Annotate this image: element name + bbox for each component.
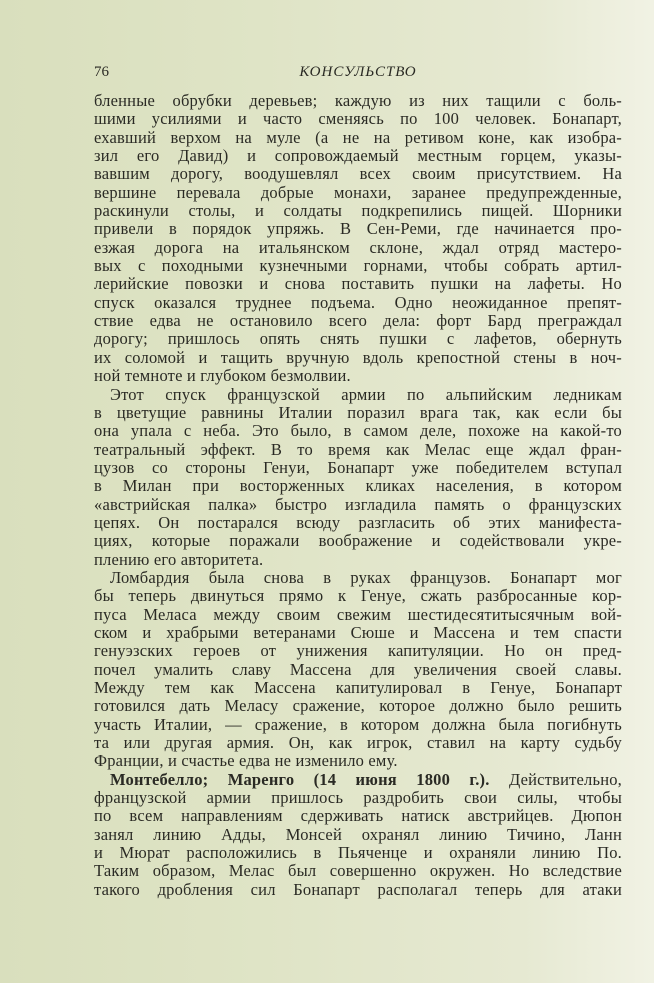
- text-line: Между тем как Массена капитулировал в Генуе, Бонапарт: [94, 678, 622, 697]
- text-line: лерийские повозки и снова поставить пушки на лафеты. Но: [94, 274, 622, 294]
- page-header: [94, 64, 622, 84]
- text-line: цепях. Он постарался всюду разгласить об этих манифеста-: [94, 512, 622, 532]
- text-line: и Мюрат расположились в Пьяченце и охраняли линию По.: [94, 843, 622, 863]
- text-line: Таким образом, Мелас был совершенно окружен. Но вследствие: [94, 861, 622, 881]
- text-line: ском и храбрыми ветеранами Сюше и Массена и тем спасти: [94, 622, 622, 642]
- text-line: раскинули столы, и солдаты подкрепились пищей. Шорники: [94, 201, 622, 221]
- text-line: в Милан при восторженных кликах населения, в котором: [94, 476, 622, 496]
- text-line: [94, 771, 622, 789]
- text-line: Этот спуск французской армии по альпийским ледникам: [110, 384, 622, 404]
- text-line: вавшим дорогу, воодушевлял всех своим присутствием. На: [94, 164, 622, 184]
- text-line: их соломой и тащить вручную вдоль крепостной стены в ноч-: [94, 347, 622, 367]
- text-line: ствие едва не остановило всего дела: форт Бард преграждал: [94, 311, 622, 331]
- text-line: почел умалить славу Массена для увеличения своей славы.: [94, 659, 622, 679]
- paragraph: [94, 386, 622, 569]
- text-line: такого дробления сил Бонапарт располагал теперь для атаки: [94, 879, 622, 899]
- text-line: участь Италии, — сражение, в котором должна была погибнуть: [94, 714, 622, 734]
- text-line: ной темноте и глубоком безмолвии.: [94, 366, 351, 386]
- text-line: дорогу; пришлось опять снять пушки с лафетов, обернуть: [94, 329, 622, 349]
- paragraph: [94, 569, 622, 771]
- text-line: «австрийская палка» быстро изгладила память о французских: [94, 494, 622, 514]
- text-line: цузов со стороны Генуи, Бонапарт уже победителем вступал: [94, 457, 622, 477]
- text-line: привели в порядок упряжь. В Сен-Реми, где начинается про-: [94, 219, 622, 239]
- text-line: спуск оказался труднее подъема. Одно неожиданное препят-: [94, 292, 622, 312]
- text-line: Ломбардия была снова в руках французов. Бонапарт мог: [110, 567, 622, 587]
- text-line: театральный эффект. В то время как Мелас еще ждал фран-: [94, 439, 622, 459]
- paragraph: [94, 771, 622, 899]
- text-line: бленные обрубки деревьев; каждую из них тащили с боль-: [94, 91, 622, 110]
- text-line: по всем направлениям сдерживать натиск австрийцев. Дюпон: [94, 806, 622, 826]
- text-line: Франции, и счастье едва не изменило ему.: [94, 751, 398, 771]
- text-line: циях, которые поражали воображение и содействовали укре-: [94, 531, 622, 551]
- text-line: шими усилиями и часто сменяясь по 100 человек. Бонапарт,: [94, 109, 622, 129]
- text-line: французской армии пришлось раздробить свои силы, чтобы: [94, 788, 622, 808]
- section-heading: Монтебелло; Маренго (14 июня 1800 г.).: [110, 769, 490, 789]
- text-line: готовился дать Меласу сражение, которое должно было решить: [94, 696, 622, 716]
- text-line: генуэзских героев от унижения капитуляции. Но он пред-: [94, 641, 622, 661]
- text-line: бы теперь двинуться прямо к Генуе, сжать разбросанные кор-: [94, 586, 622, 606]
- text-line: в цветущие равнины Италии поразил врага так, как если бы: [94, 402, 622, 422]
- text-line: та или другая армия. Он, как игрок, ставил на карту судьбу: [94, 733, 622, 753]
- text-line: она упала с неба. Это было, в самом деле, похоже на какой-то: [94, 421, 622, 441]
- paragraph-lines: [94, 789, 622, 899]
- running-title: КОНСУЛЬСТВО: [299, 64, 417, 80]
- page-number: 76: [94, 64, 109, 80]
- text-line: езжая дорога на итальянском склоне, ждал отряд мастеро-: [94, 237, 622, 257]
- text-line: вых с походными кузнечными горнами, чтобы собрать артил-: [94, 256, 622, 276]
- text-line: вершине перевала добрые монахи, заранее предупрежденные,: [94, 182, 622, 202]
- text-fragment: Действительно,: [508, 769, 623, 789]
- text-line: плению его авторитета.: [94, 549, 264, 569]
- text-line: ехавший верхом на муле (а не на ретивом коне, как изобра-: [94, 127, 622, 147]
- text-line: зил его Давид) и сопровождаемый местным горцем, указы-: [94, 146, 622, 166]
- text-line: занял линию Адды, Монсей охранял линию Тичино, Ланн: [94, 824, 622, 844]
- paragraph: [94, 92, 622, 386]
- page-body: [94, 92, 622, 899]
- text-line: пуса Меласа между своим свежим шестидесятитысячным вой-: [94, 604, 622, 624]
